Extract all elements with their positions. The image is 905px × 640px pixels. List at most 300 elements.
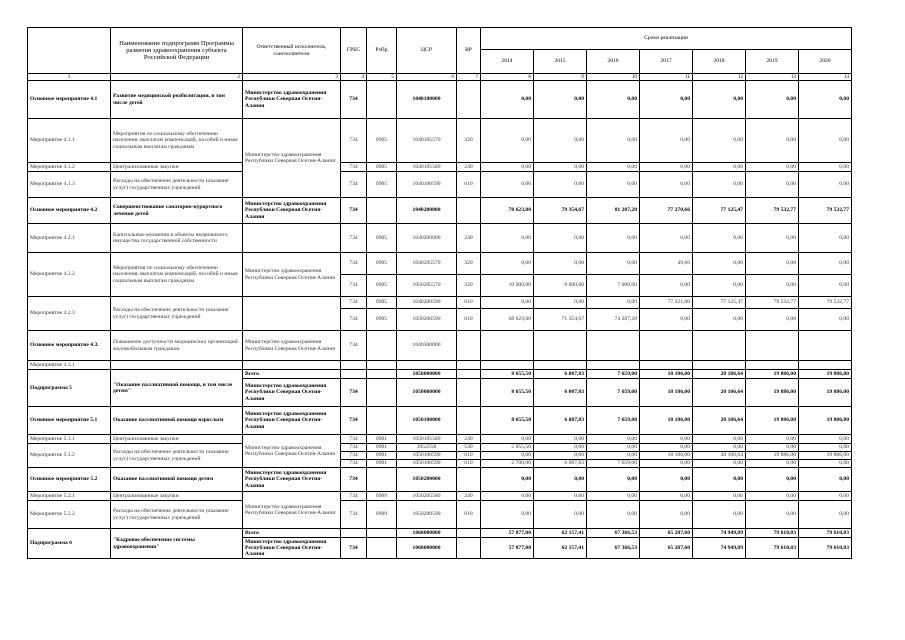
row-value: 0,00 bbox=[481, 81, 534, 119]
row-name: Оказание паллиативной помощи взрослым bbox=[111, 407, 243, 435]
row-name: Повышение доступности медицинских организаций маломобильным гражданам bbox=[111, 331, 243, 361]
row-value: 79 532,77 bbox=[746, 198, 799, 224]
column-numbers-row bbox=[28, 74, 852, 81]
row-csr: 1050100000 bbox=[397, 407, 457, 435]
row-value: 0,00 bbox=[693, 501, 746, 529]
row-value: 0,00 bbox=[481, 435, 534, 444]
row-resp: Министерство здравоохранения Республики Северная Осетия-Алания bbox=[243, 119, 341, 198]
col-number: 12 bbox=[693, 74, 746, 81]
table-row bbox=[28, 407, 852, 435]
row-csr: 1050105580 bbox=[397, 435, 457, 444]
row-vr: 610 bbox=[457, 452, 481, 460]
row-code: Основное мероприятие 4.2 bbox=[28, 198, 111, 224]
table-row bbox=[28, 361, 852, 370]
row-grbs: 734 bbox=[341, 309, 367, 331]
row-resp: Министерство здравоохранения Республики Северная Осетия-Алания bbox=[243, 435, 341, 468]
row-rzpr bbox=[367, 198, 397, 224]
row-resp: Министерство здравоохранения Республики Северная Осетия-Алания bbox=[243, 253, 341, 297]
row-value: 0,00 bbox=[693, 163, 746, 172]
row-grbs: 734 bbox=[341, 81, 367, 119]
row-grbs: 734 bbox=[341, 452, 367, 460]
header-csr: ЦСР bbox=[397, 28, 457, 74]
row-value: 8 655,50 bbox=[481, 379, 534, 407]
row-value: 74 949,89 bbox=[693, 538, 746, 559]
row-value: 77 270,66 bbox=[640, 198, 693, 224]
table-row bbox=[28, 297, 852, 309]
row-grbs: 734 bbox=[341, 492, 367, 501]
row-name: Централизованные закупки bbox=[111, 492, 243, 501]
row-value: 0,00 bbox=[534, 172, 587, 198]
row-value: 74 949,89 bbox=[693, 529, 746, 538]
row-name: Оказание паллиативной помощи детям bbox=[111, 468, 243, 492]
row-value: 19 886,00 bbox=[746, 379, 799, 407]
row-rzpr: 0905 bbox=[367, 172, 397, 198]
header-year: 2016 bbox=[587, 50, 640, 74]
row-value: 0,00 bbox=[587, 492, 640, 501]
row-csr: 1040200590 bbox=[397, 297, 457, 309]
row-vr: 240 bbox=[457, 224, 481, 253]
row-code: Основное мероприятие 4.1 bbox=[28, 81, 111, 119]
row-csr: 1040100000 bbox=[397, 81, 457, 119]
row-csr: 1040200000 bbox=[397, 198, 457, 224]
row-value: 18 186,00 bbox=[640, 407, 693, 435]
row-value: 0,00 bbox=[481, 163, 534, 172]
row-value: 0,00 bbox=[640, 163, 693, 172]
row-value: 0,00 bbox=[481, 224, 534, 253]
row-value: 0,00 bbox=[746, 224, 799, 253]
col-number: 7 bbox=[457, 74, 481, 81]
col-number: 2 bbox=[111, 74, 243, 81]
header-resp-col: Ответственный исполнитель, соисполнители bbox=[243, 28, 341, 74]
row-value: 7 659,00 bbox=[587, 379, 640, 407]
row-value: 0,00 bbox=[534, 119, 587, 163]
row-value: 10 000,00 bbox=[481, 275, 534, 297]
row-code: Мероприятие 5.1.2 bbox=[28, 444, 111, 468]
row-grbs: 734 bbox=[341, 501, 367, 529]
row-value: 0,00 bbox=[640, 501, 693, 529]
row-value: 19 886,00 bbox=[746, 407, 799, 435]
header-year: 2019 bbox=[746, 50, 799, 74]
row-value: 0,00 bbox=[746, 309, 799, 331]
row-vr bbox=[457, 198, 481, 224]
row-value: 0,00 bbox=[693, 253, 746, 275]
row-value: 0,00 bbox=[693, 172, 746, 198]
row-value: 0,00 bbox=[534, 435, 587, 444]
row-value: 7 659,00 bbox=[587, 407, 640, 435]
row-value: 0,00 bbox=[746, 163, 799, 172]
row-value: 0,00 bbox=[534, 163, 587, 172]
row-value: 0,00 bbox=[799, 253, 852, 275]
row-value: 6 087,83 bbox=[534, 407, 587, 435]
row-value: 0,00 bbox=[799, 163, 852, 172]
row-name: Централизованные закупки bbox=[111, 435, 243, 444]
row-csr: 1040300000 bbox=[397, 331, 457, 361]
row-value: 74 287,28 bbox=[587, 309, 640, 331]
row-grbs: 734 bbox=[341, 435, 367, 444]
col-number: 13 bbox=[746, 74, 799, 81]
row-value: 49,66 bbox=[640, 253, 693, 275]
row-grbs: 734 bbox=[341, 198, 367, 224]
row-value: 0,00 bbox=[640, 81, 693, 119]
row-value: 19 886,00 bbox=[746, 370, 799, 379]
row-value: 0,00 bbox=[534, 81, 587, 119]
row-name: Расходы на обеспечение деятельности (оказание услуг) государственных учреждений bbox=[111, 172, 243, 198]
col-number: 14 bbox=[799, 74, 852, 81]
row-value: 0,00 bbox=[640, 435, 693, 444]
row-grbs: 734 bbox=[341, 163, 367, 172]
row-value: 0,00 bbox=[799, 468, 852, 492]
row-value: 0,00 bbox=[640, 468, 693, 492]
row-csr: 1050205580 bbox=[397, 492, 457, 501]
row-value: 79 354,67 bbox=[534, 198, 587, 224]
row-resp: Министерство здравоохранения Республики Северная Осетия-Алания bbox=[243, 331, 341, 361]
row-value: 0,00 bbox=[693, 275, 746, 297]
row-grbs: 734 bbox=[341, 297, 367, 309]
row-name: Капитальные вложения в объекты недвижимого имущества государственной собственности bbox=[111, 224, 243, 253]
row-grbs: 734 bbox=[341, 224, 367, 253]
row-name: Расходы на обеспечение деятельности (оказание услуг) государственных учреждений bbox=[111, 297, 243, 331]
row-csr: 1050100590 bbox=[397, 460, 457, 468]
row-value: 0,00 bbox=[587, 297, 640, 309]
row-value: 0,00 bbox=[693, 435, 746, 444]
row-value: 0,00 bbox=[693, 460, 746, 468]
table-row bbox=[28, 492, 852, 501]
row-value: 0,00 bbox=[534, 253, 587, 275]
row-value: 0,00 bbox=[534, 468, 587, 492]
table-row bbox=[28, 501, 852, 529]
row-code: Мероприятие 4.2.3 bbox=[28, 297, 111, 331]
row-code: Основное мероприятие 5.2 bbox=[28, 468, 111, 492]
row-resp: Министерство здравоохранения Республики Северная Осетия-Алания bbox=[243, 81, 341, 119]
row-rzpr: 0905 bbox=[367, 253, 397, 275]
row-value: 0,00 bbox=[693, 309, 746, 331]
row-vr: 240 bbox=[457, 492, 481, 501]
row-value: 19 886,00 bbox=[799, 452, 852, 460]
row-resp bbox=[243, 224, 341, 253]
col-number: 4 bbox=[341, 74, 367, 81]
row-value: 0,00 bbox=[587, 81, 640, 119]
row-grbs: 734 bbox=[341, 444, 367, 452]
row-rzpr: 0905 bbox=[367, 297, 397, 309]
row-rzpr: 0905 bbox=[367, 275, 397, 297]
row-name: Совершенствование санаторно-курортного лечения детей bbox=[111, 198, 243, 224]
row-value: 0,00 bbox=[640, 309, 693, 331]
row-value: 6 087,83 bbox=[534, 379, 587, 407]
row-value: 0,00 bbox=[481, 253, 534, 275]
header-empty-cell bbox=[28, 28, 111, 74]
row-rzpr: 0905 bbox=[367, 163, 397, 172]
row-value: 0,00 bbox=[587, 468, 640, 492]
table-row bbox=[28, 331, 852, 361]
row-rzpr: 0901 bbox=[367, 452, 397, 460]
row-value: 0,00 bbox=[587, 224, 640, 253]
row-value: 0,00 bbox=[587, 172, 640, 198]
row-value: 0,00 bbox=[481, 492, 534, 501]
row-value: 0,00 bbox=[640, 492, 693, 501]
row-value: 79 532,77 bbox=[799, 198, 852, 224]
row-value: 0,00 bbox=[587, 452, 640, 460]
row-csr: 1040105580 bbox=[397, 163, 457, 172]
row-value: 0,00 bbox=[799, 172, 852, 198]
row-value: 77 125,47 bbox=[693, 297, 746, 309]
row-value: 0,00 bbox=[746, 501, 799, 529]
table-row bbox=[28, 370, 852, 379]
table-row bbox=[28, 253, 852, 275]
row-value: 0,00 bbox=[693, 81, 746, 119]
row-value: 0,00 bbox=[746, 492, 799, 501]
row-resp bbox=[243, 297, 341, 331]
row-value: 7 659,00 bbox=[587, 460, 640, 468]
row-value: 0,00 bbox=[799, 275, 852, 297]
row-resp: Министерство здравоохранения Республики Северная Осетия-Алания bbox=[243, 492, 341, 529]
row-code: Мероприятие 4.3.1 bbox=[28, 361, 111, 370]
row-code: Подпрограмма 6 bbox=[28, 529, 111, 559]
row-csr: 1040100590 bbox=[397, 172, 457, 198]
row-value: 79 610,83 bbox=[746, 529, 799, 538]
row-resp: Министерство здравоохранения Республики Северная Осетия-Алания bbox=[243, 198, 341, 224]
row-value: 0,00 bbox=[640, 119, 693, 163]
row-vr: 610 bbox=[457, 172, 481, 198]
row-grbs: 734 bbox=[341, 172, 367, 198]
row-value: 0,00 bbox=[746, 435, 799, 444]
row-value: 0,00 bbox=[640, 172, 693, 198]
row-vr: 610 bbox=[457, 297, 481, 309]
row-value: 0,00 bbox=[799, 492, 852, 501]
row-value: 0,00 bbox=[640, 224, 693, 253]
row-value: 2 700,00 bbox=[481, 460, 534, 468]
row-value: 0,00 bbox=[534, 492, 587, 501]
row-value: 5 955,50 bbox=[481, 444, 534, 452]
row-value: 0,00 bbox=[481, 501, 534, 529]
row-value: 0,00 bbox=[534, 224, 587, 253]
row-value: 0,00 bbox=[481, 297, 534, 309]
row-code: Мероприятие 5.1.1 bbox=[28, 435, 111, 444]
row-rzpr: 0901 bbox=[367, 460, 397, 468]
row-vr bbox=[457, 81, 481, 119]
row-csr: 1050205570 bbox=[397, 275, 457, 297]
table-row bbox=[28, 435, 852, 444]
row-value: 81 287,28 bbox=[587, 198, 640, 224]
row-value: 78 623,00 bbox=[481, 198, 534, 224]
row-rzpr: 0909 bbox=[367, 501, 397, 529]
row-csr: 1050200000 bbox=[397, 468, 457, 492]
row-value: 0,00 bbox=[481, 452, 534, 460]
row-value: 0,00 bbox=[587, 119, 640, 163]
row-value: 0,00 bbox=[587, 163, 640, 172]
row-value: 0,00 bbox=[746, 172, 799, 198]
row-value: 18 186,00 bbox=[640, 452, 693, 460]
row-rzpr: 0905 bbox=[367, 119, 397, 163]
row-csr: 1052558 bbox=[397, 444, 457, 452]
row-name: Расходы на обеспечение деятельности (оказание услуг) государственных учреждений bbox=[111, 444, 243, 468]
row-value: 0,00 bbox=[799, 119, 852, 163]
row-rzpr: 0901 bbox=[367, 435, 397, 444]
row-value: 7 659,00 bbox=[587, 370, 640, 379]
row-resp: Министерство здравоохранения Республики Северная Осетия-Алания bbox=[243, 468, 341, 492]
row-value: 0,00 bbox=[534, 444, 587, 452]
header-vr: ВР bbox=[457, 28, 481, 74]
row-value: 0,00 bbox=[746, 81, 799, 119]
row-value: 57 877,00 bbox=[481, 529, 534, 538]
row-value: 0,00 bbox=[481, 468, 534, 492]
header-year: 2020 bbox=[799, 50, 852, 74]
row-code: Мероприятие 4.2.2 bbox=[28, 253, 111, 297]
row-csr: 1060000000 bbox=[397, 529, 457, 538]
row-csr: 1050100590 bbox=[397, 452, 457, 460]
row-value: 18 186,00 bbox=[640, 370, 693, 379]
row-value: 19 886,00 bbox=[799, 379, 852, 407]
row-rzpr: 0905 bbox=[367, 309, 397, 331]
row-csr: 1050000000 bbox=[397, 379, 457, 407]
row-code: Мероприятие 5.2.2 bbox=[28, 501, 111, 529]
row-value: 19 886,00 bbox=[799, 370, 852, 379]
row-value: 67 366,53 bbox=[587, 529, 640, 538]
row-value: 0,00 bbox=[693, 444, 746, 452]
row-rzpr: 0901 bbox=[367, 444, 397, 452]
row-value: 0,00 bbox=[799, 81, 852, 119]
row-name: Мероприятия по социальному обеспечению населения, выплатам компенсаций, пособий и иным социальным выплатам гражданам bbox=[111, 253, 243, 297]
row-value: 20 106,64 bbox=[693, 407, 746, 435]
row-code: Основное мероприятие 5.1 bbox=[28, 407, 111, 435]
row-value: 0,00 bbox=[587, 253, 640, 275]
row-value: 0,00 bbox=[534, 501, 587, 529]
row-grbs: 734 bbox=[341, 538, 367, 559]
row-value: 19 886,00 bbox=[746, 452, 799, 460]
row-value: 71 354,67 bbox=[534, 309, 587, 331]
row-value: 62 157,41 bbox=[534, 538, 587, 559]
row-vr: 320 bbox=[457, 253, 481, 275]
row-grbs: 734 bbox=[341, 275, 367, 297]
row-rzpr bbox=[367, 81, 397, 119]
row-value: 0,00 bbox=[799, 224, 852, 253]
row-grbs: 734 bbox=[341, 468, 367, 492]
row-csr: 1050200590 bbox=[397, 309, 457, 331]
row-value: 0,00 bbox=[481, 119, 534, 163]
row-csr: 1040200000 bbox=[397, 224, 457, 253]
row-value: 68 623,00 bbox=[481, 309, 534, 331]
row-value: 0,00 bbox=[799, 435, 852, 444]
row-value: 0,00 bbox=[799, 460, 852, 468]
row-grbs: 734 bbox=[341, 331, 367, 361]
row-value: 0,00 bbox=[481, 172, 534, 198]
row-value: 79 610,83 bbox=[746, 538, 799, 559]
row-value: 67 366,53 bbox=[587, 538, 640, 559]
row-csr: 1050200590 bbox=[397, 501, 457, 529]
table-row bbox=[28, 81, 852, 119]
row-name: "Оказание паллиативной помощи, в том числе детям" bbox=[111, 370, 243, 407]
table-row bbox=[28, 119, 852, 163]
header-year: 2018 bbox=[693, 50, 746, 74]
row-vr: 240 bbox=[457, 163, 481, 172]
row-name: "Кадровое обеспечение системы здравоохранения" bbox=[111, 529, 243, 559]
row-value: 0,00 bbox=[534, 297, 587, 309]
col-number: 3 bbox=[243, 74, 341, 81]
row-value: 6 087,83 bbox=[534, 370, 587, 379]
row-grbs: 734 bbox=[341, 379, 367, 407]
row-code: Подпрограмма 5 bbox=[28, 370, 111, 407]
row-value: 77 221,00 bbox=[640, 297, 693, 309]
row-grbs: 734 bbox=[341, 253, 367, 275]
col-number: 9 bbox=[534, 74, 587, 81]
row-value: 8 000,00 bbox=[534, 275, 587, 297]
row-value: 79 532,77 bbox=[746, 297, 799, 309]
row-value: 0,00 bbox=[587, 435, 640, 444]
row-code: Основное мероприятие 4.3. bbox=[28, 331, 111, 361]
program-table bbox=[27, 27, 852, 559]
row-vr: 320 bbox=[457, 275, 481, 297]
row-value: 7 000,00 bbox=[587, 275, 640, 297]
row-grbs: 734 bbox=[341, 407, 367, 435]
col-number: 1 bbox=[28, 74, 111, 81]
row-vr: 610 bbox=[457, 309, 481, 331]
row-value: 0,00 bbox=[746, 468, 799, 492]
row-vr: 240 bbox=[457, 435, 481, 444]
row-value: 0,00 bbox=[799, 501, 852, 529]
row-csr: 1050000000 bbox=[397, 370, 457, 379]
row-value: 0,00 bbox=[640, 275, 693, 297]
row-value: 65 287,60 bbox=[640, 538, 693, 559]
row-code: Мероприятие 4.2.1 bbox=[28, 224, 111, 253]
row-resp: Министерство здравоохранения Республики Северная Осетия-Алания bbox=[243, 379, 341, 407]
table-row bbox=[28, 529, 852, 538]
row-vr: 320 bbox=[457, 119, 481, 163]
header-rzpr: РзПр bbox=[367, 28, 397, 74]
row-rzpr bbox=[367, 331, 397, 361]
row-value: 0,00 bbox=[746, 275, 799, 297]
row-name: Централизованные закупки bbox=[111, 163, 243, 172]
row-value: 0,00 bbox=[746, 253, 799, 275]
col-number: 8 bbox=[481, 74, 534, 81]
row-value: 0,00 bbox=[693, 468, 746, 492]
row-value: 65 287,60 bbox=[640, 529, 693, 538]
table-row bbox=[28, 198, 852, 224]
row-value: 18 186,00 bbox=[640, 379, 693, 407]
row-value: 77 125,47 bbox=[693, 198, 746, 224]
col-number: 5 bbox=[367, 74, 397, 81]
row-value: 0,00 bbox=[693, 119, 746, 163]
row-value: 0,00 bbox=[746, 119, 799, 163]
row-name: Развитие медицинской реабилитации, в том числе детей bbox=[111, 81, 243, 119]
row-total-label: Всего bbox=[243, 529, 341, 538]
header-year: 2014 bbox=[481, 50, 534, 74]
row-resp: Министерство здравоохранения Республики Северная Осетия-Алания bbox=[243, 538, 341, 559]
row-value: 0,00 bbox=[640, 460, 693, 468]
row-code: Мероприятие 4.1.1 bbox=[28, 119, 111, 163]
row-vr: 610 bbox=[457, 460, 481, 468]
row-resp: Министерство здравоохранения Республики Северная Осетия-Алания bbox=[243, 407, 341, 435]
row-csr: 1040105570 bbox=[397, 119, 457, 163]
table-row bbox=[28, 172, 852, 198]
row-value: 79 610,83 bbox=[799, 529, 852, 538]
row-code: Мероприятие 4.1.3 bbox=[28, 172, 111, 198]
row-name: Мероприятия по социальному обеспечению населения, выплатам компенсаций, пособий и иным социальным выплатам гражданам bbox=[111, 119, 243, 163]
row-vr: 530 bbox=[457, 444, 481, 452]
header-terms: Сроки реализации bbox=[481, 28, 852, 50]
table-row bbox=[28, 163, 852, 172]
col-number: 6 bbox=[397, 74, 457, 81]
row-vr: 610 bbox=[457, 501, 481, 529]
table-row bbox=[28, 468, 852, 492]
row-vr bbox=[457, 331, 481, 361]
row-rzpr: 0909 bbox=[367, 492, 397, 501]
row-value: 20 106,64 bbox=[693, 379, 746, 407]
row-code: Мероприятие 5.2.1 bbox=[28, 492, 111, 501]
col-number: 11 bbox=[640, 74, 693, 81]
row-value: 0,00 bbox=[587, 444, 640, 452]
row-value: 8 655,50 bbox=[481, 370, 534, 379]
table-row bbox=[28, 224, 852, 253]
row-value: 57 877,00 bbox=[481, 538, 534, 559]
